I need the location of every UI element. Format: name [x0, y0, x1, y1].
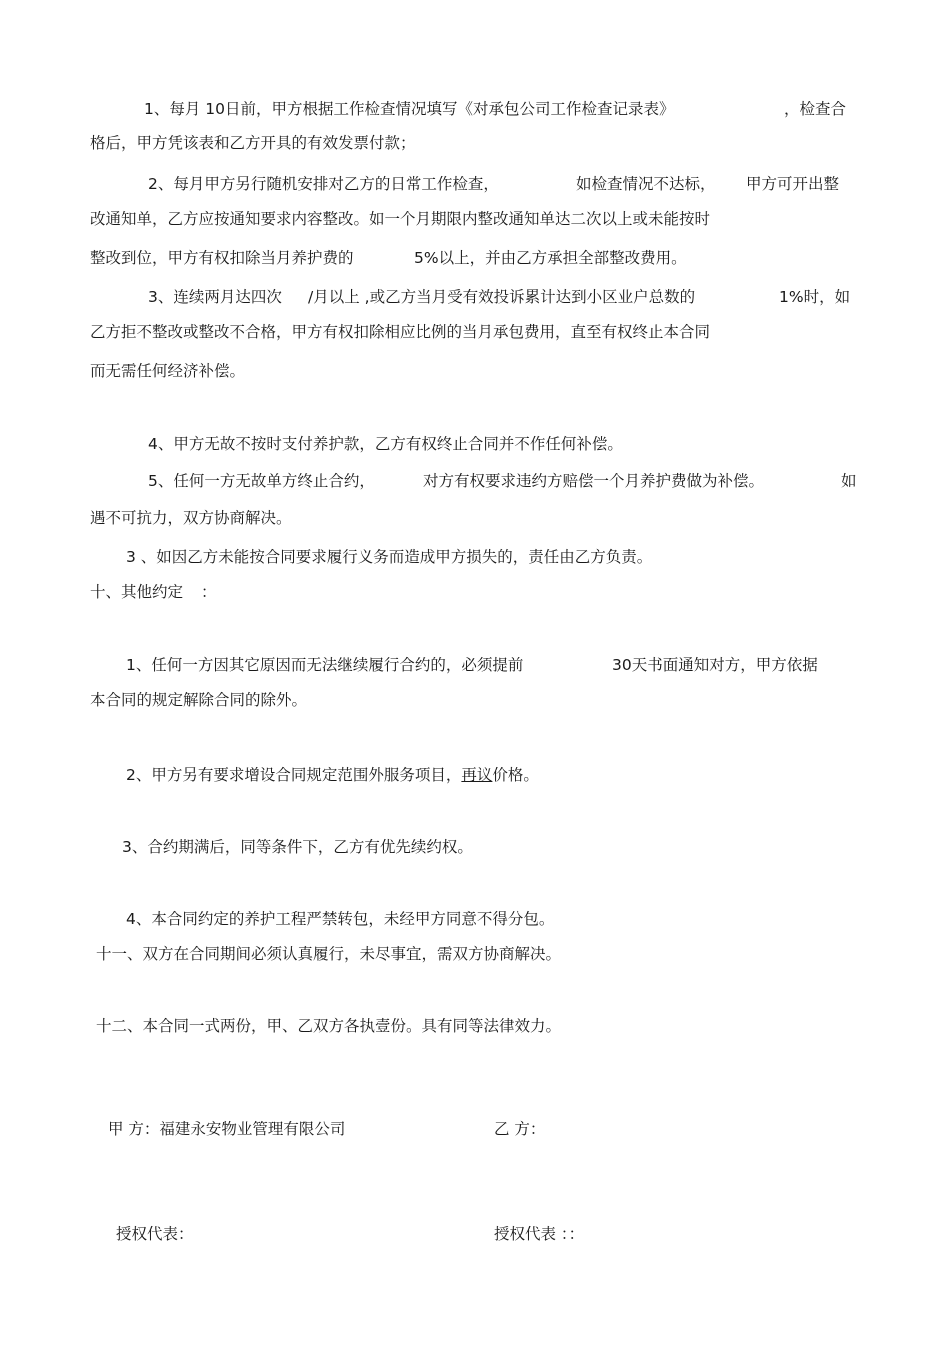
section-10-heading-colon: ：	[201, 583, 217, 601]
clause-3-line-3: 而无需任何经济补偿。	[90, 362, 246, 380]
clause-3-line-1b: /月以上 ,或乙方当月受有效投诉累计达到小区业户总数的	[308, 288, 696, 306]
clause-2-line-3b: 5%以上，并由乙方承担全部整改费用。	[414, 249, 687, 267]
clause-5-line-1c: 如	[841, 472, 857, 490]
party-a-label: 甲 方：福建永安物业管理有限公司	[108, 1120, 346, 1138]
section-10-heading: 十、其他约定	[90, 583, 184, 601]
section-10-item-4: 4、本合同约定的养护工程严禁转包，未经甲方同意不得分包。	[126, 910, 555, 928]
section-10-item-2-text-b: 价格。	[492, 766, 539, 784]
section-12: 十二、本合同一式两份，甲、乙双方各执壹份。具有同等法律效力。	[96, 1017, 562, 1035]
section-11: 十一、双方在合同期间必须认真履行，未尽事宜，需双方协商解决。	[96, 945, 562, 963]
clause-liability: 3 、如因乙方未能按合同要求履行义务而造成甲方损失的，责任由乙方负责。	[126, 548, 653, 566]
section-10-item-2	[126, 765, 539, 785]
section-10-item-1-line-1a: 1、任何一方因其它原因而无法继续履行合约的，必须提前	[126, 656, 524, 674]
clause-1-line-1a: 1、每月 10日前，甲方根据工作检查情况填写《对承包公司工作检查记录表》	[144, 100, 675, 118]
clause-1-line-2: 格后，甲方凭该表和乙方开具的有效发票付款；	[90, 134, 416, 152]
section-10-item-1-line-1b: 30天书面通知对方，甲方依据	[612, 656, 818, 674]
clause-2-line-1b: 如检查情况不达标，	[576, 175, 716, 193]
clause-2-line-2: 改通知单，乙方应按通知要求内容整改。如一个月期限内整改通知单达二次以上或未能按时	[90, 210, 711, 228]
clause-2-line-3a: 整改到位，甲方有权扣除当月养护费的	[90, 249, 354, 267]
section-10-item-2-underlined: 再议	[461, 766, 493, 784]
clause-1-line-1b: ，检查合	[784, 100, 847, 118]
section-10-item-3: 3、合约期满后，同等条件下，乙方有优先续约权。	[122, 838, 473, 856]
clause-5-line-2: 遇不可抗力，双方协商解决。	[90, 509, 292, 527]
clause-5-line-1a: 5、任何一方无故单方终止合约，	[148, 472, 375, 490]
section-10-item-1-line-2: 本合同的规定解除合同的除外。	[90, 691, 308, 709]
party-b-label: 乙 方：	[494, 1120, 546, 1138]
party-b-representative: 授权代表 ：：	[494, 1225, 585, 1243]
clause-5-line-1b: 对方有权要求违约方赔偿一个月养护费做为补偿。	[423, 472, 765, 490]
section-10-item-2-text-a: 2、甲方另有要求增设合同规定范围外服务项目，	[126, 766, 462, 784]
clause-3-line-2: 乙方拒不整改或整改不合格，甲方有权扣除相应比例的当月承包费用，直至有权终止本合同	[90, 323, 711, 341]
clause-2-line-1c: 甲方可开出整	[746, 175, 840, 193]
clause-4: 4、甲方无故不按时支付养护款，乙方有权终止合同并不作任何补偿。	[148, 435, 623, 453]
party-a-representative: 授权代表：	[116, 1225, 194, 1243]
clause-3-line-1a: 3、连续两月达四次	[148, 288, 282, 306]
clause-2-line-1a: 2、每月甲方另行随机安排对乙方的日常工作检查，	[148, 175, 499, 193]
clause-3-line-1c: 1%时，如	[779, 288, 851, 306]
